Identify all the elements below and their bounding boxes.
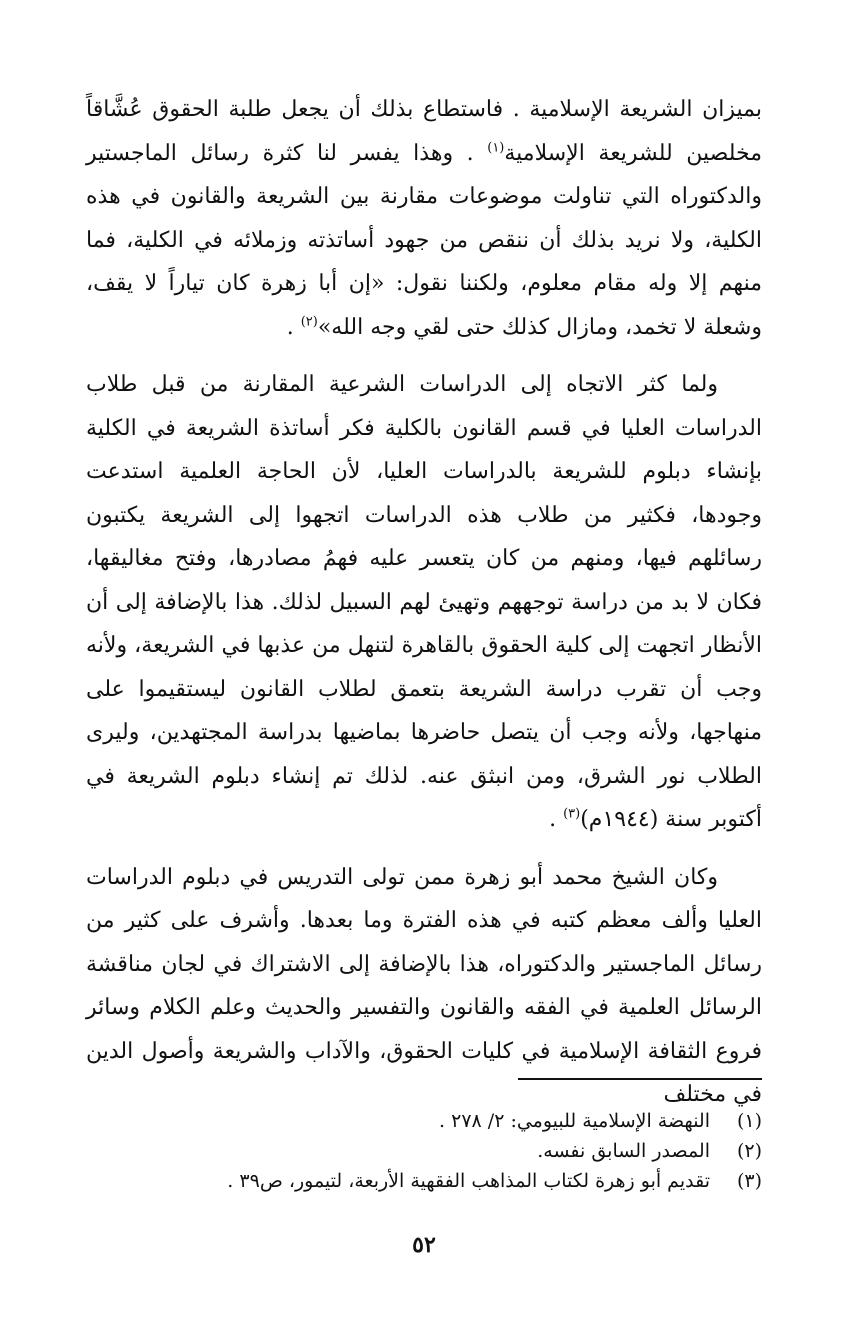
footnote-number: (٢)	[736, 1140, 762, 1162]
paragraph-2	[86, 363, 762, 842]
footnote-1	[86, 1106, 762, 1136]
paragraph-3-text: وكان الشيخ محمد أبو زهرة ممن تولى التدريس في دبلوم الدراسات العليا وألف معظم كتبه في هذه الفترة وما بعدها. وأشرف على كثير من رسائل الماجستير والدكتوراه، هذا بالإضافة إلى الاشتراك في لجان مناقشة الرسائل العلمية في الفقه والقانون والتفسير والحديث وعلم الكلام وسائر فروع الثقافة الإسلامية في كليات الحقوق، والآداب والشريعة وأصول الدين في مختلف	[86, 864, 762, 1107]
footnote-2	[86, 1136, 762, 1166]
paragraph-1-text-b: . وهذا يفسر لنا كثرة رسائل الماجستير والدكتوراه التي تناولت موضوعات مقارنة بين الشريعة والقانون في هذه الكلية، ولا نريد بذلك أن ننقص من جهود أساتذته وزملائه في الكلية، فما منهم إلا وله مقام معلوم، ولكننا نقول: «إن أبا زهرة كان تياراً لا يقف، وشعلة لا تخمد، ومازال كذلك حتى لقي وجه الله»	[86, 140, 762, 340]
footnote-separator	[518, 1078, 762, 1080]
footnote-text: تقديم أبو زهرة لكتاب المذاهب الفقهية الأربعة، لتيمور، ص٣٩ .	[227, 1170, 710, 1192]
paragraph-1-text-a: بميزان الشريعة الإسلامية . فاستطاع بذلك أن يجعل طلبة الحقوق عُشَّاقاً مخلصين للشريعة الإسلامية	[86, 97, 762, 166]
footnote-3	[86, 1166, 762, 1196]
footnote-text: المصدر السابق نفسه.	[537, 1140, 710, 1162]
footnote-ref-2: (٢)	[300, 314, 318, 330]
footnote-number: (٣)	[736, 1170, 762, 1192]
footnote-ref-3: (٣)	[563, 806, 581, 822]
footnote-text: النهضة الإسلامية للبيومي: ٢/ ٢٧٨ .	[439, 1110, 710, 1132]
paragraph-1-end: .	[286, 314, 301, 340]
footnote-ref-1: (١)	[487, 140, 505, 156]
footnotes-list	[86, 1106, 762, 1196]
paragraph-2-text: ولما كثر الاتجاه إلى الدراسات الشرعية المقارنة من قبل طلاب الدراسات العليا في قسم القانون بالكلية فكر أساتذة الشريعة في الكلية بإنشاء دبلوم للشريعة بالدراسات العليا، لأن الحاجة العلمية استدعت وجودها، فكثير من طلاب هذه الدراسات اتجهوا إلى الشريعة يكتبون رسائلهم فيها، ومنهم من كان يتعسر عليه فهمُ مصادرها، وفتح مغاليقها، فكان لا بد من دراسة توجههم وتهيئ لهم السبيل لذلك. هذا بالإضافة إلى أن الأنظار اتجهت إلى كلية الحقوق بالقاهرة لتنهل من عذبها في الشريعة، ولأنه وجب أن تقرب دراسة الشريعة بتعمق لطلاب القانون ليستقيموا على منهاجها، ولأنه وجب أن يتصل حاضرها بماضيها بدراسة المجتهدين، وليرى الطلاب نور الشرق، ومن انبثق عنه. لذلك تم إنشاء دبلوم الشريعة في أكتوبر سنة (١٩٤٤م)	[86, 372, 763, 832]
paragraph-1	[86, 88, 762, 349]
paragraph-2-end: .	[549, 807, 564, 832]
page-number: ٥٢	[412, 1232, 436, 1258]
footnote-number: (١)	[736, 1110, 762, 1132]
main-text	[86, 88, 762, 1117]
